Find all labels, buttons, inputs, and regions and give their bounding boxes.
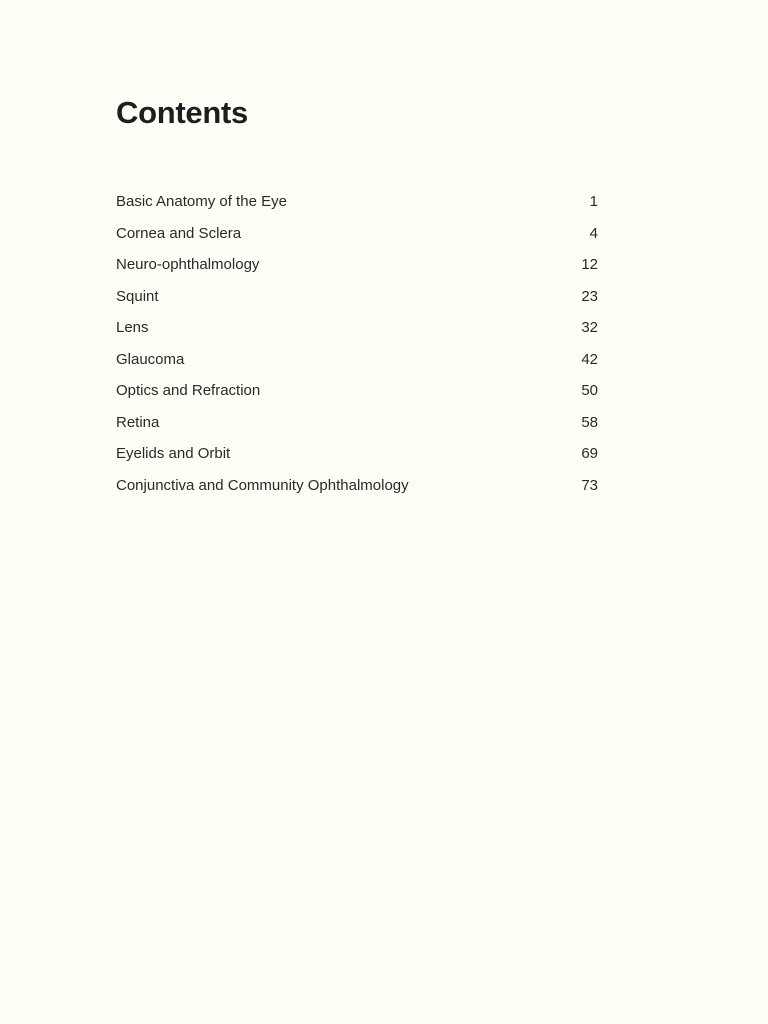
toc-entry-title: Squint xyxy=(116,287,159,305)
toc-entry-page-number: 50 xyxy=(581,382,598,399)
toc-entry-title: Conjunctiva and Community Ophthalmology xyxy=(116,476,409,494)
page-title: Contents xyxy=(116,95,248,130)
toc-entry-title: Retina xyxy=(116,413,160,431)
toc-entry-title: Lens xyxy=(116,319,149,336)
toc-entry-page-number: 23 xyxy=(581,287,598,305)
toc-entry-conjunctiva-community[interactable] xyxy=(116,470,598,502)
toc-entry-eyelids-orbit[interactable] xyxy=(116,438,598,470)
toc-entry-page-number: 58 xyxy=(581,413,598,431)
toc-entry-title: Glaucoma xyxy=(116,350,185,368)
toc-entry-optics-refraction[interactable] xyxy=(116,375,598,407)
table-of-contents xyxy=(116,186,598,501)
toc-entry-retina[interactable] xyxy=(116,407,598,439)
toc-entry-page-number: 1 xyxy=(589,193,598,210)
toc-entry-page-number: 69 xyxy=(581,445,598,462)
toc-entry-squint[interactable] xyxy=(116,281,598,313)
toc-entry-title: Cornea and Sclera xyxy=(116,224,242,242)
toc-entry-page-number: 42 xyxy=(581,350,598,368)
toc-entry-lens[interactable] xyxy=(116,312,598,344)
toc-entry-basic-anatomy[interactable] xyxy=(116,186,598,218)
toc-entry-cornea-sclera[interactable] xyxy=(116,218,598,250)
toc-entry-page-number: 12 xyxy=(581,256,598,273)
toc-entry-title: Optics and Refraction xyxy=(116,382,261,399)
toc-entry-title: Eyelids and Orbit xyxy=(116,445,231,462)
toc-entry-page-number: 73 xyxy=(581,476,598,494)
toc-entry-title: Neuro-ophthalmology xyxy=(116,256,260,273)
toc-entry-page-number: 4 xyxy=(589,224,598,242)
toc-entry-glaucoma[interactable] xyxy=(116,344,598,376)
toc-entry-neuro-ophthalmology[interactable] xyxy=(116,249,598,281)
toc-entry-title: Basic Anatomy of the Eye xyxy=(116,193,287,210)
toc-entry-page-number: 32 xyxy=(581,319,598,336)
